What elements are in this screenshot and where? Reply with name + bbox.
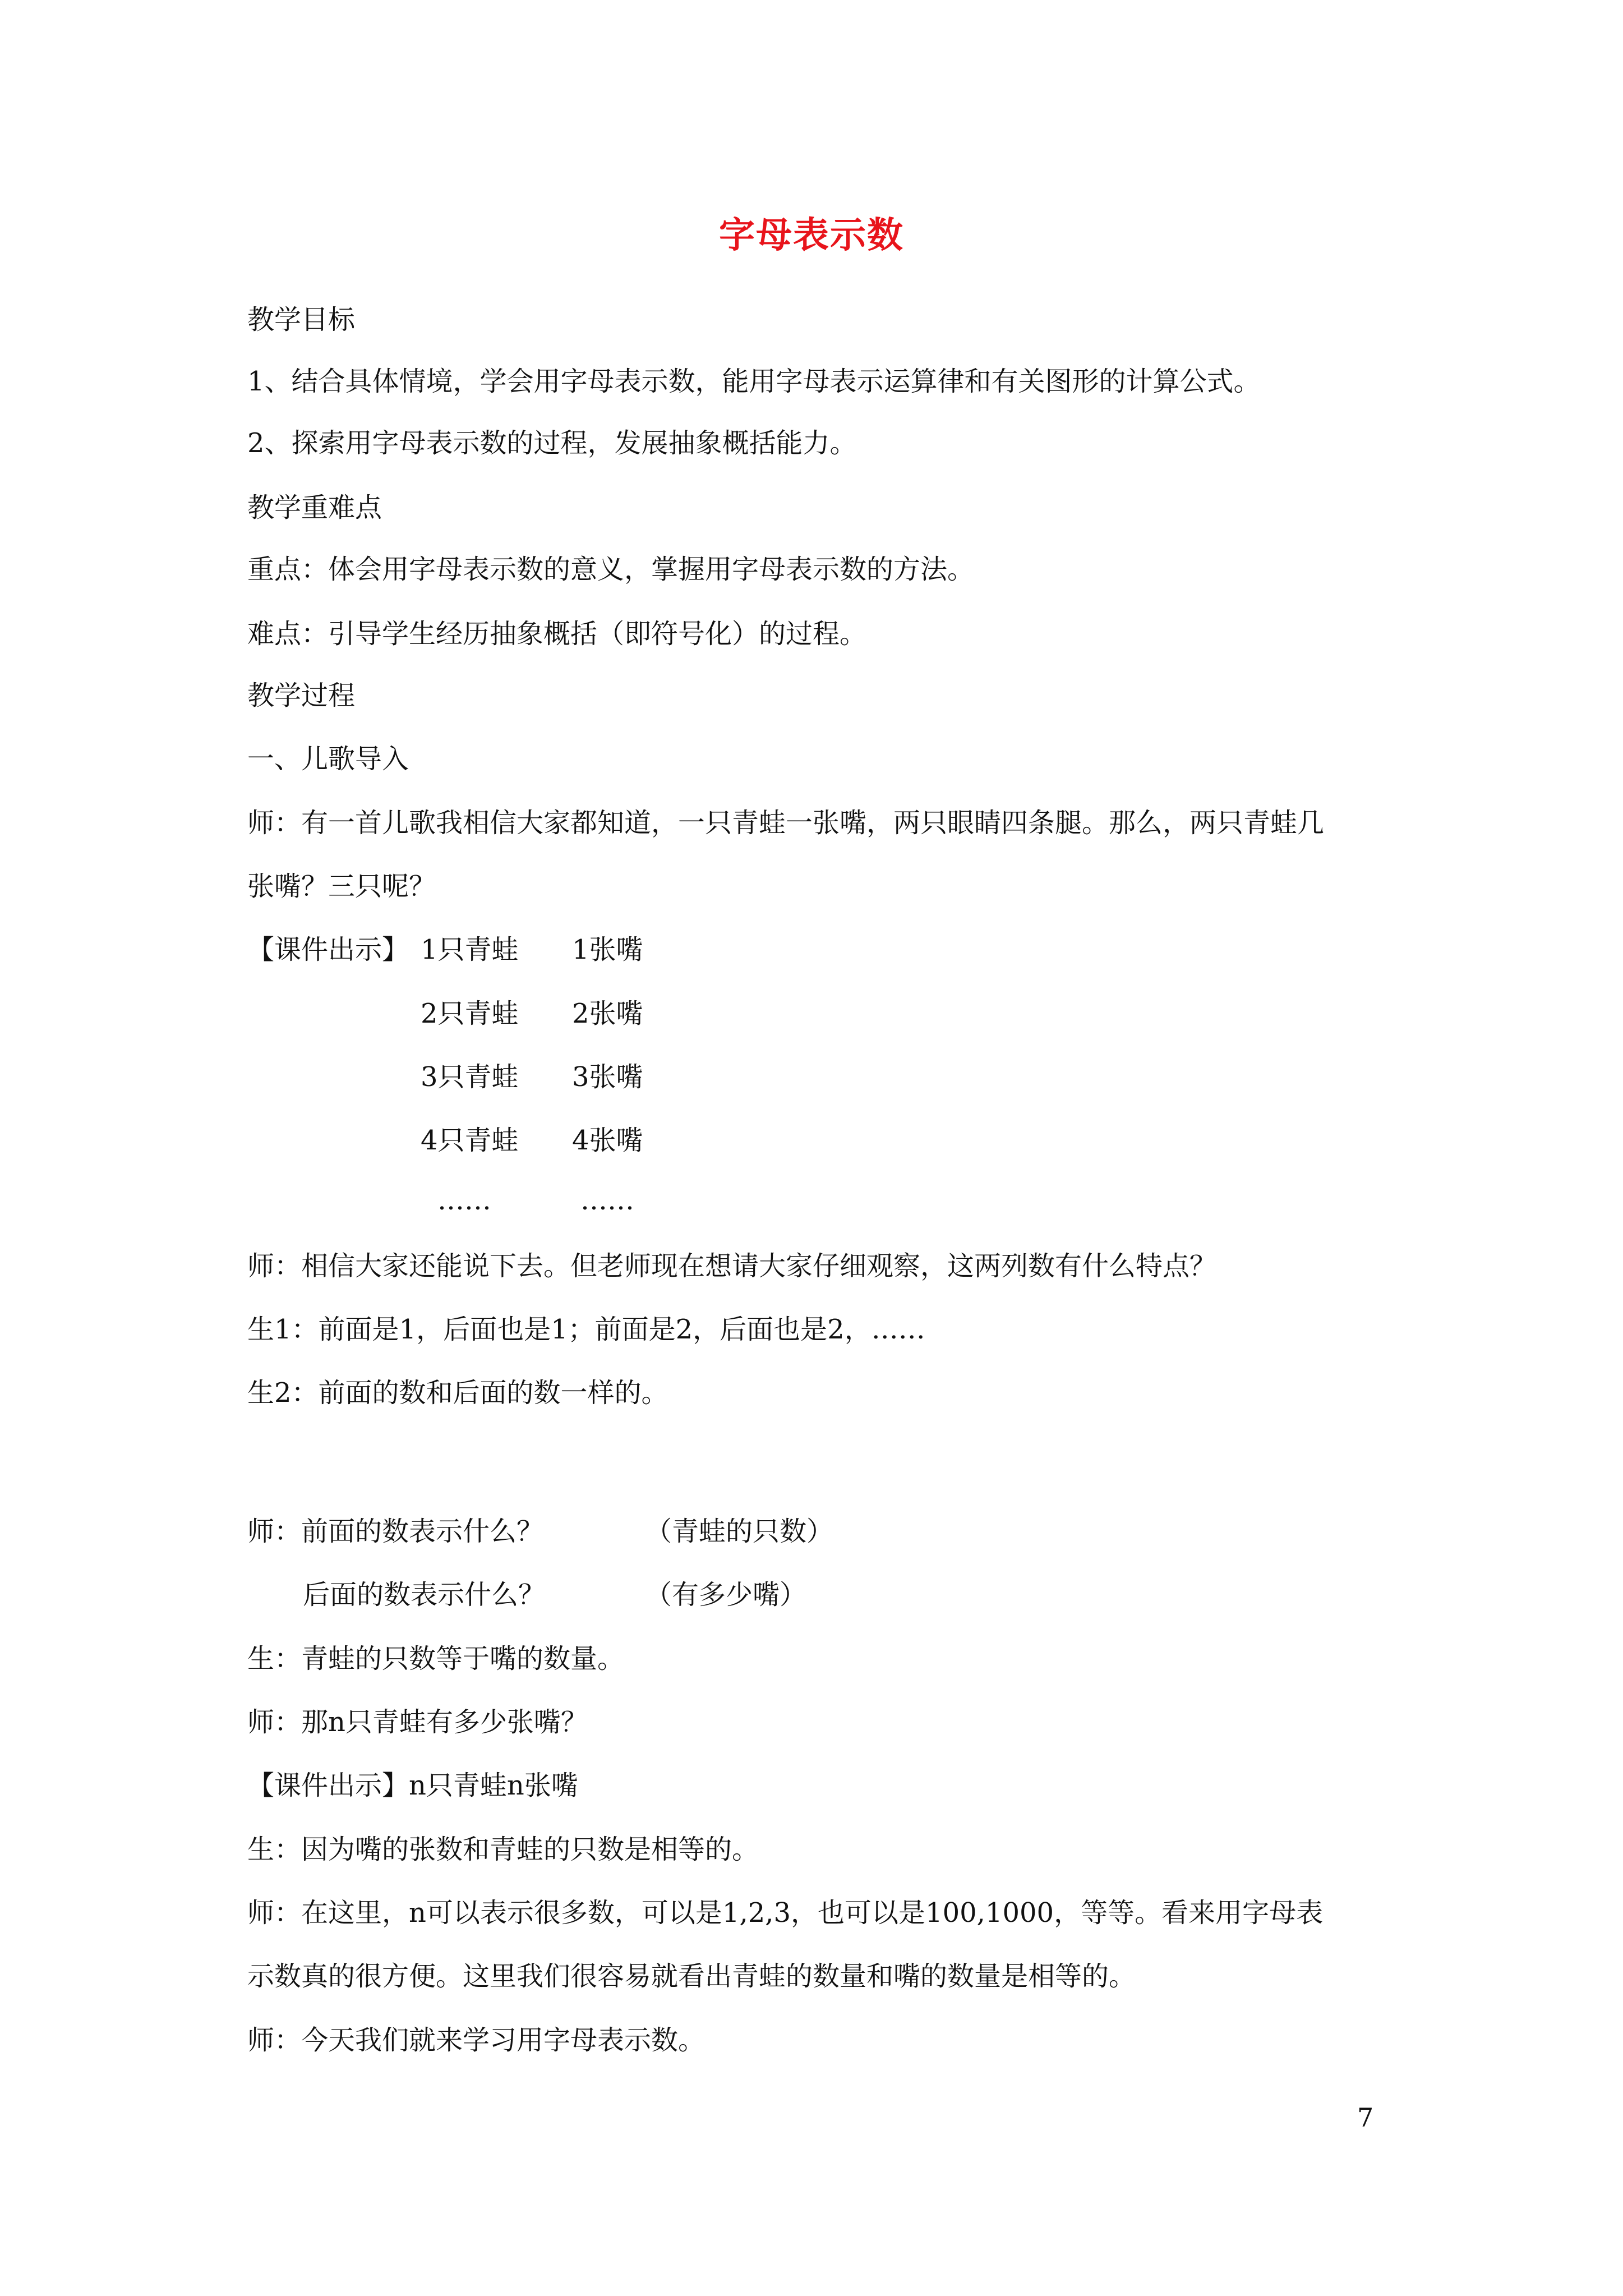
frog-row-4-mouths: 4张嘴 [572,1125,643,1156]
teacher-answer-1: （青蛙的只数） [645,1516,834,1547]
teacher-line-5a: 师：在这里，n可以表示很多数，可以是1,2,3，也可以是100,1000，等等。看来用字母表 [247,1897,1324,1929]
student-line-1: 生1：前面是1，后面也是1；前面是2，后面也是2，…… [247,1314,925,1345]
ellipsis-right: …… [580,1185,634,1216]
ellipsis-left: …… [437,1185,491,1216]
courseware-label: 【课件出示】 [247,934,409,965]
frog-row-3-frogs: 3只青蛙 [421,1061,519,1093]
teacher-question-1: 师：前面的数表示什么？ [247,1516,544,1547]
teacher-answer-2: （有多少嘴） [645,1579,807,1611]
goals-heading: 教学目标 [247,304,356,335]
frog-row-2-mouths: 2张嘴 [572,998,643,1029]
teacher-line-6: 师：今天我们就来学习用字母表示数。 [247,2024,706,2056]
frog-row-2-frogs: 2只青蛙 [421,998,519,1029]
frog-row-1-frogs: 1只青蛙 [421,934,519,965]
teacher-line-1b: 张嘴？三只呢？ [247,871,436,902]
process-heading: 教学过程 [247,680,356,711]
courseware-2: 【课件出示】n只青蛙n张嘴 [247,1770,578,1801]
part-1-heading: 一、儿歌导入 [247,743,409,775]
teacher-line-4: 师：那n只青蛙有多少张嘴？ [247,1706,588,1738]
frog-row-1-mouths: 1张嘴 [572,934,643,965]
teacher-line-1a: 师：有一首儿歌我相信大家都知道，一只青蛙一张嘴，两只眼睛四条腿。那么，两只青蛙几 [247,807,1325,839]
teacher-question-2: 后面的数表示什么？ [303,1579,546,1611]
student-line-4: 生：因为嘴的张数和青蛙的只数是相等的。 [247,1834,759,1865]
student-line-2: 生2：前面的数和后面的数一样的。 [247,1377,668,1409]
frog-row-3-mouths: 3张嘴 [572,1061,643,1093]
goal-1: 1、结合具体情境，学会用字母表示数，能用字母表示运算律和有关图形的计算公式。 [247,366,1261,397]
student-line-3: 生：青蛙的只数等于嘴的数量。 [247,1643,625,1674]
goal-2: 2、探索用字母表示数的过程，发展抽象概括能力。 [247,427,857,459]
page-number: 7 [1357,2102,1374,2133]
document-title: 字母表示数 [719,214,904,256]
difficulty: 难点：引导学生经历抽象概括（即符号化）的过程。 [247,618,867,650]
teacher-line-5b: 示数真的很方便。这里我们很容易就看出青蛙的数量和嘴的数量是相等的。 [247,1961,1136,1992]
key-point: 重点：体会用字母表示数的意义，掌握用字母表示数的方法。 [247,554,975,585]
frog-row-4-frogs: 4只青蛙 [421,1125,519,1156]
key-points-heading: 教学重难点 [247,492,382,523]
teacher-line-2: 师：相信大家还能说下去。但老师现在想请大家仔细观察，这两列数有什么特点？ [247,1250,1217,1282]
